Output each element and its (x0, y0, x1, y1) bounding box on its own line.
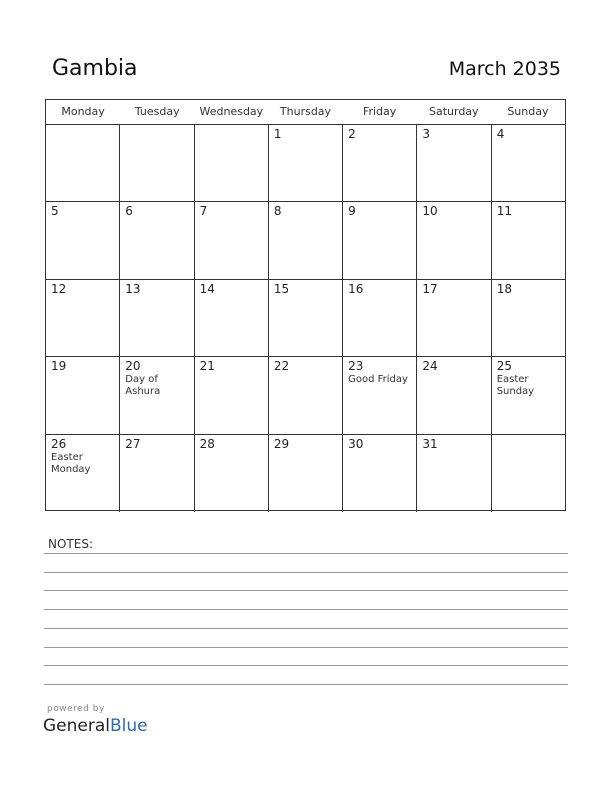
powered-by-text: powered by (47, 704, 105, 714)
day-number: 21 (199, 359, 215, 374)
day-number: 14 (199, 281, 215, 296)
day-number: 24 (422, 359, 438, 374)
day-number: 9 (348, 204, 356, 219)
day-number: 3 (422, 127, 431, 141)
day-number: 15 (273, 281, 290, 296)
day-cell (492, 435, 565, 512)
day-cell (492, 280, 565, 356)
generalblue-logo (43, 716, 148, 736)
notes-line (44, 665, 568, 666)
brand-general: General (43, 716, 110, 736)
day-cell (269, 435, 343, 512)
day-cell (343, 202, 417, 278)
day-cell (492, 357, 565, 433)
weekday-wednesday: Wednesday (199, 105, 264, 118)
weekday-thursday: Thursday (279, 105, 332, 118)
day-cell (269, 202, 343, 278)
day-number: 13 (125, 281, 141, 296)
weekday-header-row (46, 100, 565, 125)
day-cell (195, 435, 269, 512)
holiday-label: Easter Sunday (496, 374, 535, 398)
day-number: 30 (348, 436, 364, 451)
day-number: 17 (422, 281, 438, 296)
day-number: 26 (51, 436, 67, 451)
week-row (46, 435, 565, 512)
weekday-monday: Monday (61, 105, 105, 118)
notes-line (44, 647, 568, 648)
day-cell (492, 125, 565, 201)
day-number: 12 (51, 281, 67, 296)
day-number: 23 (348, 359, 364, 374)
notes-line (44, 590, 568, 591)
day-cell (343, 280, 417, 356)
day-number: 11 (496, 204, 512, 219)
day-cell (343, 125, 417, 201)
week-row (46, 357, 565, 434)
day-number: 6 (125, 204, 133, 219)
day-cell (195, 357, 269, 433)
notes-line (44, 609, 568, 610)
day-cell (120, 202, 194, 278)
day-cell (417, 357, 491, 433)
weekday-sunday: Sunday (507, 105, 549, 118)
day-cell (269, 357, 343, 433)
notes-label: NOTES: (48, 537, 93, 551)
day-number: 2 (348, 127, 356, 141)
notes-line (44, 628, 568, 629)
day-number: 29 (273, 436, 290, 451)
day-cell (46, 435, 120, 512)
day-cell (120, 357, 194, 433)
weekday-saturday: Saturday (428, 105, 479, 118)
day-cell (417, 202, 491, 278)
day-cell (269, 280, 343, 356)
day-cell (343, 357, 417, 433)
day-number: 18 (496, 281, 512, 296)
day-cell (492, 202, 565, 278)
day-number: 28 (199, 436, 215, 451)
day-cell (120, 125, 194, 201)
day-cell (46, 357, 120, 433)
day-number: 10 (422, 204, 438, 219)
day-cell (417, 435, 491, 512)
day-cell (120, 435, 194, 512)
brand-blue: Blue (110, 716, 148, 736)
day-number: 1 (273, 127, 282, 141)
holiday-label: Good Friday (348, 374, 408, 386)
day-number: 8 (273, 204, 282, 219)
notes-line (44, 553, 568, 554)
day-number: 16 (348, 281, 364, 296)
day-cell (46, 280, 120, 356)
day-cell (195, 125, 269, 201)
country-title: Gambia (52, 56, 138, 81)
day-number: 7 (199, 204, 208, 219)
day-cell (120, 280, 194, 356)
day-cell (46, 125, 120, 201)
week-row (46, 125, 565, 202)
day-cell (195, 280, 269, 356)
day-number: 22 (273, 359, 290, 374)
day-cell (343, 435, 417, 512)
weekday-tuesday: Tuesday (134, 105, 180, 118)
day-cell (417, 125, 491, 201)
weekday-friday: Friday (362, 105, 397, 118)
day-number: 31 (422, 436, 438, 451)
calendar-grid (45, 99, 566, 511)
day-number: 27 (125, 436, 141, 451)
day-cell (195, 202, 269, 278)
day-cell (46, 202, 120, 278)
notes-line (44, 572, 568, 573)
day-number: 19 (51, 359, 67, 374)
day-cell (269, 125, 343, 201)
day-number: 4 (496, 127, 505, 141)
week-row (46, 202, 565, 279)
day-number: 25 (496, 359, 512, 374)
month-year-title: March 2035 (448, 58, 561, 80)
day-number: 20 (125, 359, 141, 374)
notes-line (44, 684, 568, 685)
weeks-container (46, 125, 565, 512)
day-cell (417, 280, 491, 356)
week-row (46, 280, 565, 357)
day-number: 5 (51, 204, 59, 219)
holiday-label: Day of Ashura (125, 374, 161, 398)
holiday-label: Easter Monday (51, 451, 91, 475)
